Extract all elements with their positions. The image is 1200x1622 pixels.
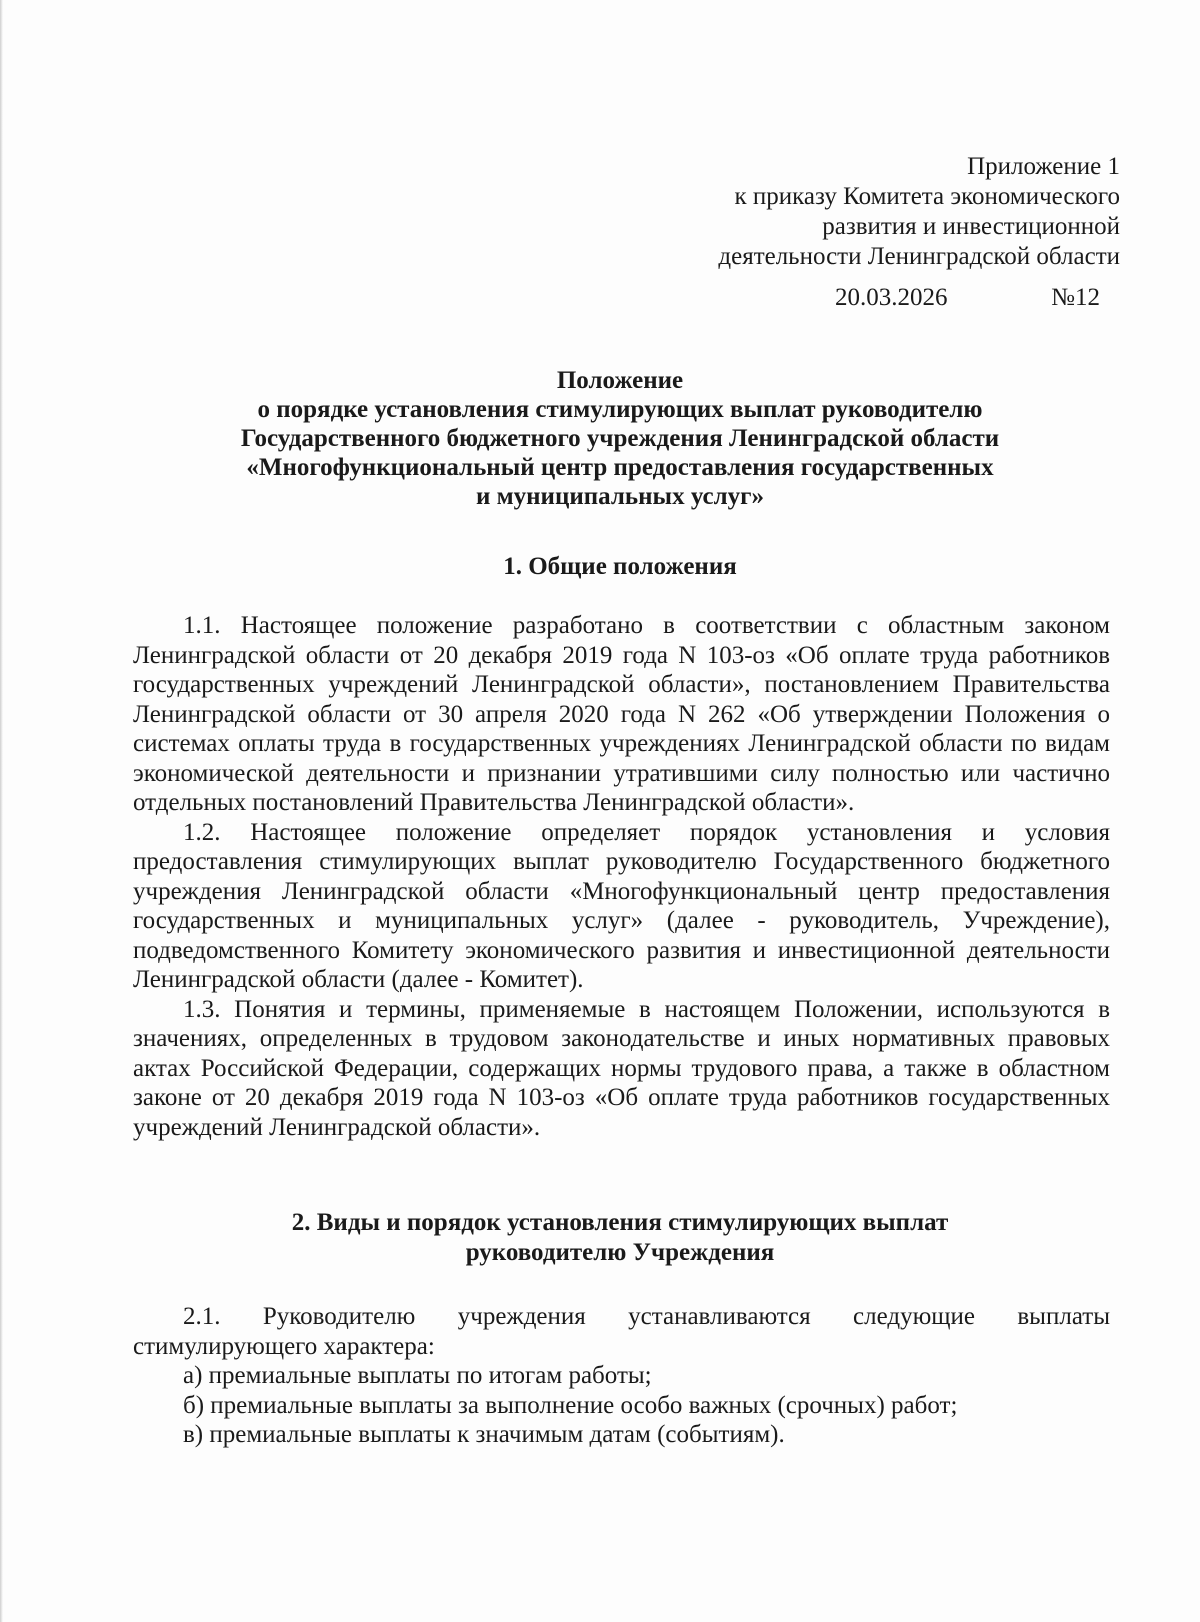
list-item-c: в) премиальные выплаты к значимым датам (событиям). [183,1421,785,1448]
appendix-line-2: к приказу Комитета экономического [734,183,1120,210]
title-line-5: и муниципальных услуг» [475,483,765,510]
title-line-1: Положение [556,367,684,394]
order-number: №12 [1051,284,1100,311]
appendix-line-4: деятельности Ленинградской области [718,243,1120,270]
section-2-heading [130,1208,1110,1268]
section-2-heading-line-1: 2. Виды и порядок установления стимулирующих выплат [291,1209,949,1236]
scan-edge-shadow [0,0,3,1622]
appendix-line-3: развития и инвестиционной [822,213,1120,240]
section-2-heading-line-2: руководителю Учреждения [465,1239,775,1266]
list-item-b: б) премиальные выплаты за выполнение особо важных (срочных) работ; [183,1391,958,1419]
title-line-2: о порядке установления стимулирующих выплат руководителю [257,396,983,423]
section-2-body [133,1302,1110,1450]
paragraph-1-3: 1.3. Понятия и термины, применяемые в настоящем Положении, используются в значениях, определенных в трудовом законодательстве и иных нормативных правовых актах Российской Федерации, содержащих нормы трудового права, а также в областном законе от 20 декабря 2019 года N 103-оз «Об оплате труда работников государственных учреждений Ленинградской области». [133,995,1110,1141]
paragraph-2-1: 2.1. Руководителю учреждения устанавливаются следующие выплаты стимулирующего характера: [133,1303,1110,1360]
title-line-4: «Многофункциональный центр предоставления государственных [246,454,994,481]
title-line-3: Государственного бюджетного учреждения Ленинградской области [240,425,1000,452]
appendix-line-1: Приложение 1 [967,153,1120,180]
paragraph-1-1: 1.1. Настоящее положение разработано в соответствии с областным законом Ленинградской области от 20 декабря 2019 года N 103-оз «Об оплате труда работников государственных учреждений Ленинградской области», постановлением Правительства Ленинградской области от 30 апреля 2020 года N 262 «Об утверждении Положения о системах оплаты труда в государственных учреждениях Ленинградской области по видам экономической деятельности и признании утратившими силу полностью или частично отдельных постановлений Правительства Ленинградской области». [133,612,1110,816]
section-1-heading: 1. Общие положения [503,553,737,580]
section-1-body [133,611,1110,1142]
list-item-a: а) премиальные выплаты по итогам работы; [183,1362,652,1389]
paragraph-1-2: 1.2. Настоящее положение определяет порядок установления и условия предоставления стимулирующих выплат руководителю Государственного бюджетного учреждения Ленинградской области «Многофункциональный центр предоставления государственных и муниципальных услуг» (далее - руководитель, Учреждение), подведомственного Комитету экономического развития и инвестиционной деятельности Ленинградской области (далее - Комитет). [133,818,1110,993]
document-title [130,366,1110,511]
order-date: 20.03.2026 [835,284,948,311]
appendix-header [640,152,1120,272]
